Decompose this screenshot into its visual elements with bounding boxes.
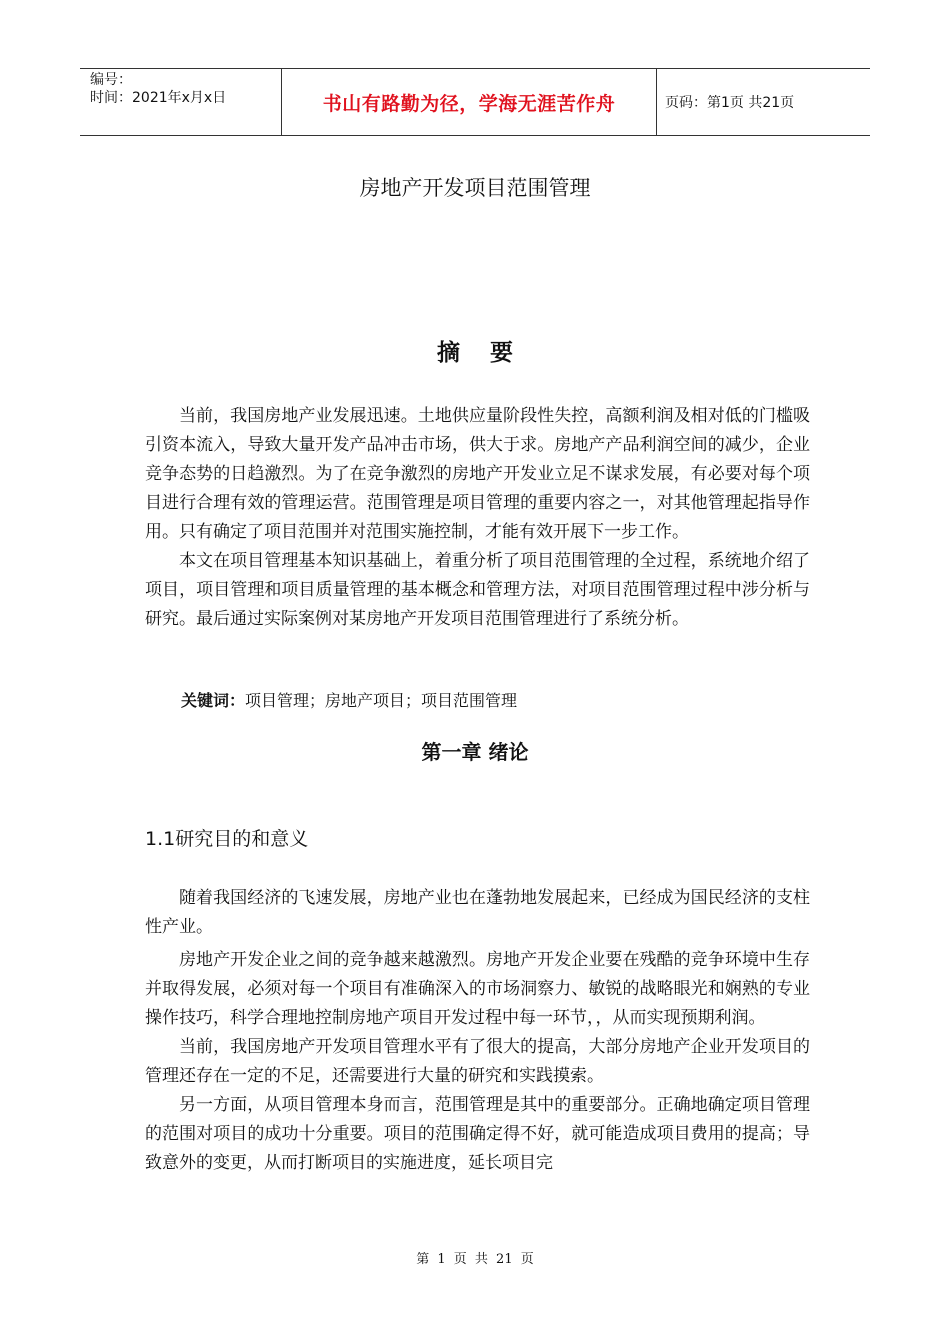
number-label: 编号： — [90, 72, 132, 88]
body-paragraph: 房地产开发企业之间的竞争越来越激烈。房地产开发企业要在残酷的竞争环境中生存并取得发展，必须对每一个项目有准确深入的市场洞察力、敏锐的战略眼光和娴熟的专业操作技巧，科学合理地控制房地产项目开发过程中每一环节，，从而实现预期利润。 — [145, 950, 810, 1028]
page-header — [80, 68, 870, 136]
abstract-paragraph: 当前，我国房地产业发展迅速。土地供应量阶段性失控，高额利润及相对低的门槛吸引资本流入，导致大量开发产品冲击市场，供大于求。房地产产品利润空间的减少，企业竞争态势的日趋激烈。为了在竞争激烈的房地产开发业立足不谋求发展，有必要对每个项目进行合理有效的管理运营。范围管理是项目管理的重要内容之一，对其他管理起指导作用。只有确定了项目范围并对范围实施控制，才能有效开展下一步工作。 — [145, 406, 810, 542]
section-heading: 1.1研究目的和意义 — [145, 828, 309, 850]
chapter-heading: 第一章 绪论 — [421, 740, 529, 764]
body-paragraph: 另一方面，从项目管理本身而言，范围管理是其中的重要部分。正确地确定项目管理的范围对项目的成功十分重要。项目的范围确定得不好，就可能造成项目费用的提高；导致意外的变更，从而打断项目的实施进度，延长项目完 — [145, 1095, 810, 1173]
body-paragraph: 当前，我国房地产开发项目管理水平有了很大的提高，大部分房地产企业开发项目的管理还存在一定的不足，还需要进行大量的研究和实践摸索。 — [145, 1037, 810, 1086]
abstract-body — [145, 402, 810, 634]
body-paragraph: 随着我国经济的飞速发展，房地产业也在蓬勃地发展起来，已经成为国民经济的支柱性产业。 — [145, 888, 810, 937]
keywords-value: 项目管理；房地产项目；项目范围管理 — [245, 691, 518, 710]
document-title: 房地产开发项目范围管理 — [359, 176, 591, 200]
header-meta — [80, 69, 282, 135]
time-label: 时间：2021年x月x日 — [90, 90, 227, 106]
chapter-body — [145, 884, 810, 1178]
page-footer: 第 1 页 共 21 页 — [416, 1252, 534, 1267]
header-page-info: 页码：第1页 共21页 — [665, 95, 795, 111]
keywords-label: 关键词： — [181, 691, 246, 710]
keywords-line — [181, 688, 517, 711]
header-motto: 书山有路勤为径，学海无涯苦作舟 — [282, 69, 657, 135]
abstract-heading: 摘要 — [437, 340, 543, 366]
abstract-paragraph: 本文在项目管理基本知识基础上，着重分析了项目范围管理的全过程，系统地介绍了项目，项目管理和项目质量管理的基本概念和管理方法，对项目范围管理过程中涉分析与研究。最后通过实际案例对某房地产开发项目范围管理进行了系统分析。 — [145, 551, 810, 629]
